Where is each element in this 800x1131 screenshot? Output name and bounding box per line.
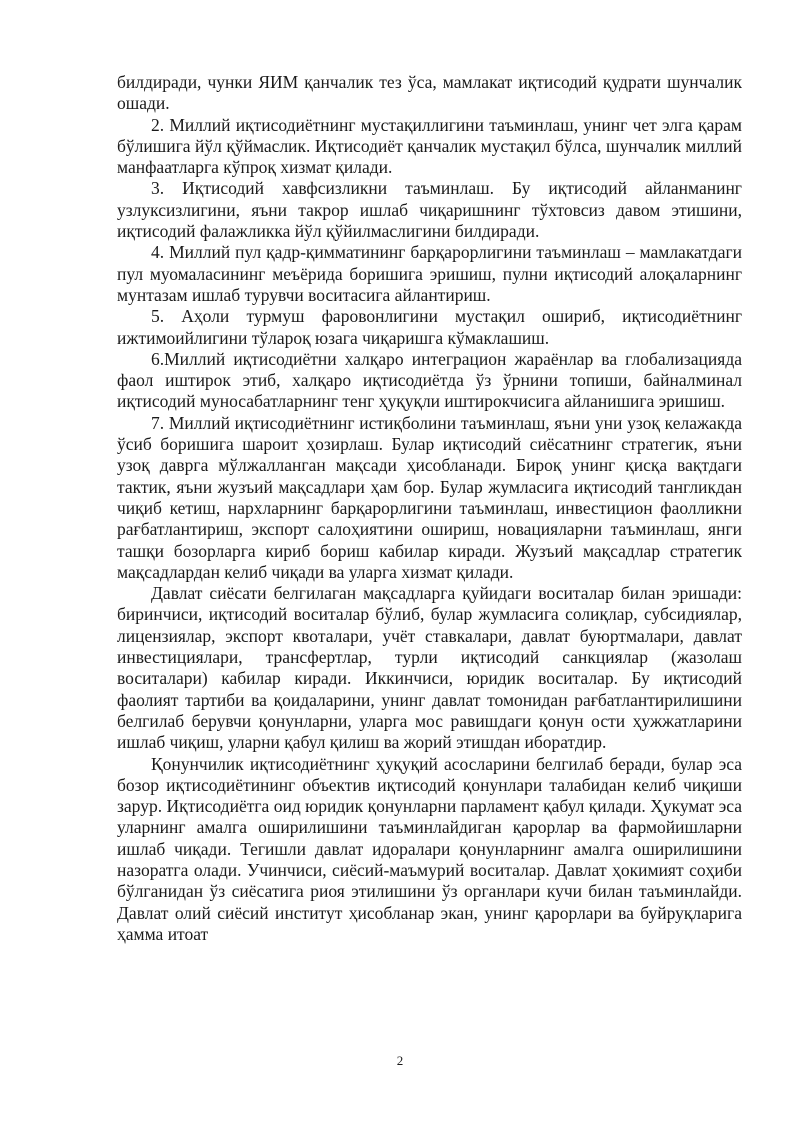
document-page — [117, 72, 742, 945]
paragraph-continuation: билдиради, чунки ЯИМ қанчалик тез ўса, мамлакат иқтисодий қудрати шунчалик ошади. — [117, 72, 742, 114]
paragraph-item-5: 5. Аҳоли турмуш фаровонлигини мустақил ошириб, иқтисодиётнинг ижтимоийлигини тўлароқ юзага чиқаришга кўмаклашиш. — [117, 306, 742, 348]
paragraph-item-3: 3. Иқтисодий хавфсизликни таъминлаш. Бу иқтисодий айланманинг узлуксизлигини, яъни такрор ишлаб чиқаришнинг тўхтовсиз давом этишини, иқтисодий фалажликка йўл қўйилмаслигини билдиради. — [117, 178, 742, 242]
paragraph-item-7: 7. Миллий иқтисодиётнинг истиқболини таъминлаш, яъни уни узоқ келажакда ўсиб боришига шароит ҳозирлаш. Булар иқтисодий сиёсатнинг стратегик, яъни узоқ даврга мўлжалланган мақсади ҳисобланади. Бироқ унинг қисқа вақтдаги тактик, яъни жузъий мақсадлари ҳам бор. Булар жумласига иқтисодий тангликдан чиқиб кетиш, нархларнинг барқарорлигини таъминлаш, инвестицион фаолликни рағбатлантириш, экспорт салоҳиятини ошириш, новацияларни таъминлаш, янги ташқи бозорларга кириб бориш кабилар киради. Жузъий мақсадлар стратегик мақсадлардан келиб чиқади ва уларга хизмат қилади. — [117, 412, 742, 582]
page-number: 2 — [396, 1053, 404, 1068]
paragraph-item-2: 2. Миллий иқтисодиётнинг мустақиллигини таъминлаш, унинг чет элга қарам бўлишига йўл қўймаслик. Иқтисодиёт қанчалик мустақил бўлса, шунчалик миллий манфаатларга кўпроқ хизмат қилади. — [117, 114, 742, 178]
paragraph-item-4: 4. Миллий пул қадр-қимматининг барқарорлигини таъминлаш – мамлакатдаги пул муомаласининг меъёрида боришига эришиш, пулни иқтисодий алоқаларнинг мунтазам ишлаб турувчи воситасига айлантириш. — [117, 242, 742, 305]
paragraph-policy-means: Давлат сиёсати белгилаган мақсадларга қуйидаги воситалар билан эришади: биринчиси, иқтисодий воситалар бўлиб, булар жумласига солиқлар, субсидиялар, лицензиялар, экспорт квоталари, учёт ставкалари, давлат буюртмалари, давлат инвестициялари, трансфертлар, турли иқтисодий санкциялар (жазолаш воситалари) кабилар киради. Иккинчиси, юридик воситалар. Бу иқтисодий фаолият тартиби ва қоидаларини, унинг давлат томонидан рағбатлантирилишини белгилаб берувчи қонунларни, уларга мос равишдаги қонун ости ҳужжатларини ишлаб чиқиш, уларни қабул қилиш ва жорий этишдан иборатдир. — [117, 583, 742, 753]
paragraph-legislation: Қонунчилик иқтисодиётнинг ҳуқуқий асосларини белгилаб беради, булар эса бозор иқтисодиётининг объектив иқтисодий қонунлари талабидан келиб чиқиши зарур. Иқтисодиётга оид юридик қонунларни парламент қабул қилади. Ҳукумат эса уларнинг амалга оширилишини таъминлайдиган қарорлар ва фармойишларни ишлаб чиқади. Тегишли давлат идоралари қонунларнинг амалга оширилишини назоратга олади. Учинчиси, сиёсий-маъмурий воситалар. Давлат ҳокимият соҳиби бўлганидан ўз сиёсатига риоя этилишини ўз органлари кучи билан таъминлайди. Давлат олий сиёсий институт ҳисобланар экан, унинг қарорлари ва буйруқларига ҳамма итоат — [117, 753, 742, 944]
paragraph-item-6: 6.Миллий иқтисодиётни халқаро интеграцион жараёнлар ва глобализацияда фаол иштирок этиб, халқаро иқтисодиётда ўз ўрнини топиши, байналминал иқтисодий муносабатларнинг тенг ҳуқуқли иштирокчисига айланишига эришиш. — [117, 348, 742, 412]
